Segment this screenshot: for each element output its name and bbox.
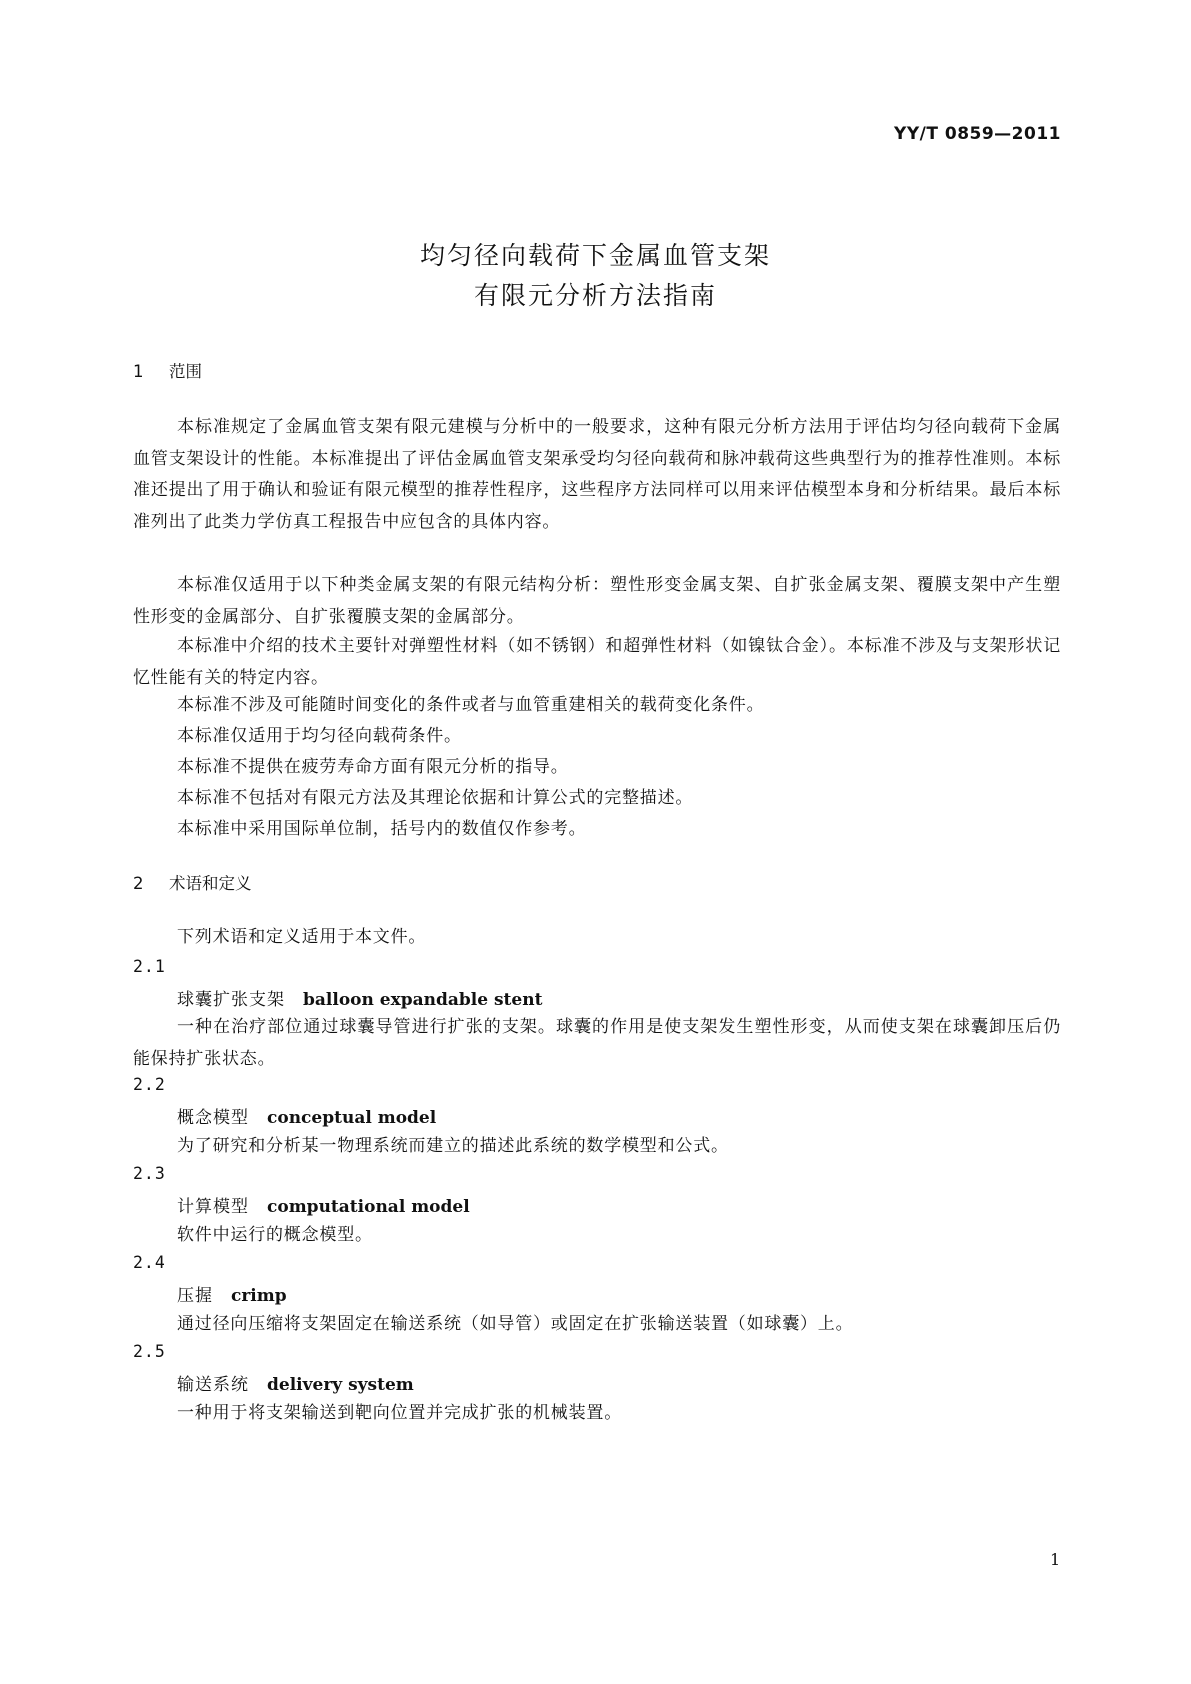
standard-code: YY/T 0859—2011 — [894, 124, 1061, 144]
scope-line-4: 本标准不涉及可能随时间变化的条件或者与血管重建相关的载荷变化条件。 — [177, 695, 765, 715]
term-entry — [177, 1370, 414, 1395]
document-title-line2: 有限元分析方法指南 — [473, 281, 717, 310]
term-english: computational model — [267, 1197, 470, 1217]
clause-number: 2.1 — [133, 957, 166, 976]
section-title: 术语和定义 — [169, 874, 252, 893]
clause-number: 2.5 — [133, 1342, 166, 1361]
section-2-heading — [133, 870, 252, 894]
term-chinese: 球囊扩张支架 — [177, 990, 285, 1010]
term-chinese: 概念模型 — [177, 1108, 249, 1128]
term-entry — [177, 1192, 470, 1217]
scope-paragraph-1: 本标准规定了金属血管支架有限元建模与分析中的一般要求，这种有限元分析方法用于评估均匀径向载荷下金属血管支架设计的性能。本标准提出了评估金属血管支架承受均匀径向载荷和脉冲载荷这些典型行为的推荐性准则。本标准还提出了用于确认和验证有限元模型的推荐性程序，这些程序方法同样可以用来评估模型本身和分析结果。最后本标准列出了此类力学仿真工程报告中应包含的具体内容。 — [133, 417, 1061, 532]
section-number: 1 — [133, 362, 144, 381]
term-definition: 一种用于将支架输送到靶向位置并完成扩张的机械装置。 — [177, 1403, 622, 1423]
term-english: balloon expandable stent — [303, 990, 543, 1010]
clause-number: 2.3 — [133, 1164, 166, 1183]
term-entry — [177, 1281, 287, 1306]
scope-line-8: 本标准中采用国际单位制，括号内的数值仅作参考。 — [177, 819, 587, 839]
term-chinese: 输送系统 — [177, 1375, 249, 1395]
term-definition: 一种在治疗部位通过球囊导管进行扩张的支架。球囊的作用是使支架发生塑性形变，从而使支架在球囊卸压后仍能保持扩张状态。 — [133, 1017, 1061, 1069]
page-number: 1 — [1050, 1550, 1061, 1569]
term-english: delivery system — [267, 1375, 414, 1395]
scope-line-6: 本标准不提供在疲劳寿命方面有限元分析的指导。 — [177, 757, 569, 777]
section-number: 2 — [133, 874, 144, 893]
term-chinese: 计算模型 — [177, 1197, 249, 1217]
scope-paragraph-2: 本标准仅适用于以下种类金属支架的有限元结构分析：塑性形变金属支架、自扩张金属支架、覆膜支架中产生塑性形变的金属部分、自扩张覆膜支架的金属部分。 — [133, 575, 1061, 627]
term-definition: 为了研究和分析某一物理系统而建立的描述此系统的数学模型和公式。 — [177, 1136, 729, 1156]
term-english: crimp — [231, 1286, 287, 1306]
term-entry — [177, 1103, 436, 1128]
clause-number: 2.2 — [133, 1075, 166, 1094]
term-entry — [177, 985, 542, 1010]
document-title-line1: 均匀径向载荷下金属血管支架 — [419, 241, 771, 270]
clause-number: 2.4 — [133, 1253, 166, 1272]
term-chinese: 压握 — [177, 1286, 213, 1306]
scope-paragraph-3: 本标准中介绍的技术主要针对弹塑性材料（如不锈钢）和超弹性材料（如镍钛合金）。本标准不涉及与支架形状记忆性能有关的特定内容。 — [133, 636, 1061, 688]
term-definition: 软件中运行的概念模型。 — [177, 1225, 373, 1245]
term-definition: 通过径向压缩将支架固定在输送系统（如导管）或固定在扩张输送装置（如球囊）上。 — [177, 1314, 854, 1334]
section-title: 范围 — [169, 362, 202, 381]
scope-line-5: 本标准仅适用于均匀径向载荷条件。 — [177, 726, 462, 746]
scope-line-7: 本标准不包括对有限元方法及其理论依据和计算公式的完整描述。 — [177, 788, 694, 808]
terms-intro: 下列术语和定义适用于本文件。 — [177, 927, 427, 947]
section-1-heading — [133, 358, 202, 382]
term-english: conceptual model — [267, 1108, 437, 1128]
